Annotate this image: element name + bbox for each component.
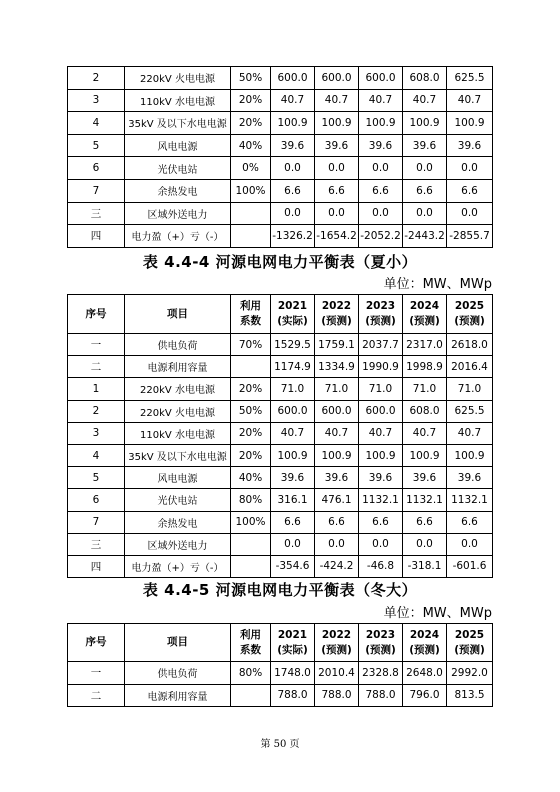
row-util <box>231 225 271 248</box>
row-seq: 3 <box>68 89 125 112</box>
header-seq: 序号 <box>68 295 125 334</box>
table-row <box>68 662 493 685</box>
cell-2025: 1132.1 <box>447 489 493 511</box>
balance-table-winter-high <box>67 623 493 707</box>
row-util: 20% <box>231 112 271 135</box>
header-util: 利用 系数 <box>231 624 271 662</box>
row-util: 50% <box>231 400 271 422</box>
cell-2023: 71.0 <box>359 378 403 400</box>
cell-2022: -1654.2 <box>315 225 359 248</box>
cell-2025: 40.7 <box>447 422 493 444</box>
row-seq: 二 <box>68 356 125 378</box>
row-item: 35kV 及以下水电电源 <box>125 444 231 466</box>
cell-2024: 1132.1 <box>403 489 447 511</box>
unit-label: 单位：MW、MWp <box>383 277 492 292</box>
row-util <box>231 684 271 707</box>
header-year: 2022 (预测) <box>315 295 359 334</box>
cell-2021: 71.0 <box>271 378 315 400</box>
cell-2021: -354.6 <box>271 555 315 577</box>
cell-2022: 100.9 <box>315 112 359 135</box>
table-caption-winter-high: 表 4.4-5 河源电网电力平衡表（冬大） <box>142 581 418 599</box>
table-row <box>68 179 493 202</box>
cell-2024: 6.6 <box>403 511 447 533</box>
cell-2025: 0.0 <box>447 533 493 555</box>
cell-2024: -318.1 <box>403 555 447 577</box>
row-seq: 三 <box>68 533 125 555</box>
cell-2022: 39.6 <box>315 134 359 157</box>
row-item: 35kV 及以下水电电源 <box>125 112 231 135</box>
table-row <box>68 334 493 356</box>
cell-2023: 6.6 <box>359 511 403 533</box>
cell-2023: 39.6 <box>359 467 403 489</box>
balance-table-continued <box>67 66 493 248</box>
table-row <box>68 67 493 90</box>
cell-2021: 0.0 <box>271 202 315 225</box>
row-seq: 5 <box>68 467 125 489</box>
cell-2023: 0.0 <box>359 533 403 555</box>
cell-2023: 1132.1 <box>359 489 403 511</box>
cell-2025: 71.0 <box>447 378 493 400</box>
header-year: 2021 (实际) <box>271 295 315 334</box>
cell-2022: 40.7 <box>315 89 359 112</box>
cell-2024: 2648.0 <box>403 662 447 685</box>
header-year: 2024 (预测) <box>403 295 447 334</box>
row-seq: 6 <box>68 489 125 511</box>
row-util: 0% <box>231 157 271 180</box>
header-seq: 序号 <box>68 624 125 662</box>
row-util: 100% <box>231 511 271 533</box>
cell-2024: 100.9 <box>403 444 447 466</box>
cell-2023: 1990.9 <box>359 356 403 378</box>
row-item: 220kV 火电电源 <box>125 67 231 90</box>
cell-2024: 40.7 <box>403 89 447 112</box>
cell-2021: 100.9 <box>271 112 315 135</box>
cell-2025: 813.5 <box>447 684 493 707</box>
row-util: 40% <box>231 467 271 489</box>
cell-2022: 0.0 <box>315 202 359 225</box>
cell-2023: 100.9 <box>359 112 403 135</box>
row-item: 区域外送电力 <box>125 533 231 555</box>
row-item: 电源利用容量 <box>125 356 231 378</box>
table-caption-summer-low: 表 4.4-4 河源电网电力平衡表（夏小） <box>142 253 418 271</box>
cell-2023: -46.8 <box>359 555 403 577</box>
cell-2022: -424.2 <box>315 555 359 577</box>
cell-2021: 1748.0 <box>271 662 315 685</box>
page-number: 第 50 页 <box>260 739 300 750</box>
row-item: 风电电源 <box>125 467 231 489</box>
cell-2024: 6.6 <box>403 179 447 202</box>
cell-2022: 0.0 <box>315 533 359 555</box>
cell-2021: 6.6 <box>271 511 315 533</box>
cell-2021: 100.9 <box>271 444 315 466</box>
table-row <box>68 444 493 466</box>
cell-2024: 39.6 <box>403 134 447 157</box>
table-row <box>68 378 493 400</box>
table-row <box>68 555 493 577</box>
row-util: 20% <box>231 89 271 112</box>
cell-2025: 6.6 <box>447 511 493 533</box>
row-seq: 3 <box>68 422 125 444</box>
cell-2024: 2317.0 <box>403 334 447 356</box>
cell-2024: 0.0 <box>403 157 447 180</box>
cell-2025: 40.7 <box>447 89 493 112</box>
row-util <box>231 533 271 555</box>
row-seq: 一 <box>68 334 125 356</box>
cell-2022: 100.9 <box>315 444 359 466</box>
table-row <box>68 467 493 489</box>
row-item: 风电电源 <box>125 134 231 157</box>
cell-2025: 625.5 <box>447 400 493 422</box>
header-year: 2025 (预测) <box>447 295 493 334</box>
row-item: 光伏电站 <box>125 157 231 180</box>
table-row <box>68 533 493 555</box>
cell-2025: -601.6 <box>447 555 493 577</box>
row-util: 20% <box>231 378 271 400</box>
table-row <box>68 134 493 157</box>
cell-2025: 100.9 <box>447 112 493 135</box>
row-item: 220kV 火电电源 <box>125 400 231 422</box>
cell-2021: 0.0 <box>271 157 315 180</box>
table-row <box>68 225 493 248</box>
table-row <box>68 400 493 422</box>
cell-2022: 1759.1 <box>315 334 359 356</box>
cell-2025: 100.9 <box>447 444 493 466</box>
row-item: 供电负荷 <box>125 662 231 685</box>
row-seq: 4 <box>68 112 125 135</box>
cell-2021: 39.6 <box>271 134 315 157</box>
row-item: 供电负荷 <box>125 334 231 356</box>
header-year: 2021 (实际) <box>271 624 315 662</box>
cell-2023: 600.0 <box>359 67 403 90</box>
cell-2021: 40.7 <box>271 422 315 444</box>
cell-2023: 39.6 <box>359 134 403 157</box>
row-seq: 2 <box>68 400 125 422</box>
header-year: 2023 (预测) <box>359 624 403 662</box>
cell-2022: 39.6 <box>315 467 359 489</box>
header-item: 项目 <box>125 624 231 662</box>
cell-2023: 0.0 <box>359 157 403 180</box>
cell-2022: 6.6 <box>315 179 359 202</box>
cell-2021: 40.7 <box>271 89 315 112</box>
cell-2024: 1998.9 <box>403 356 447 378</box>
row-item: 电力盈（+）亏（-） <box>125 555 231 577</box>
cell-2023: 6.6 <box>359 179 403 202</box>
cell-2023: 2328.8 <box>359 662 403 685</box>
row-util <box>231 555 271 577</box>
cell-2025: 0.0 <box>447 157 493 180</box>
table-row <box>68 89 493 112</box>
row-seq: 1 <box>68 378 125 400</box>
table-row <box>68 489 493 511</box>
row-seq: 三 <box>68 202 125 225</box>
header-year: 2022 (预测) <box>315 624 359 662</box>
cell-2024: 40.7 <box>403 422 447 444</box>
cell-2021: 39.6 <box>271 467 315 489</box>
row-util: 20% <box>231 422 271 444</box>
header-year: 2024 (预测) <box>403 624 447 662</box>
cell-2021: 316.1 <box>271 489 315 511</box>
row-item: 电源利用容量 <box>125 684 231 707</box>
cell-2021: 6.6 <box>271 179 315 202</box>
row-seq: 四 <box>68 555 125 577</box>
table-row <box>68 202 493 225</box>
row-util: 70% <box>231 334 271 356</box>
header-year: 2025 (预测) <box>447 624 493 662</box>
balance-table-summer-low <box>67 294 493 578</box>
cell-2024: -2443.2 <box>403 225 447 248</box>
cell-2025: -2855.7 <box>447 225 493 248</box>
cell-2024: 796.0 <box>403 684 447 707</box>
row-util: 40% <box>231 134 271 157</box>
cell-2022: 476.1 <box>315 489 359 511</box>
cell-2023: 40.7 <box>359 422 403 444</box>
cell-2021: 600.0 <box>271 67 315 90</box>
row-item: 110kV 水电电源 <box>125 422 231 444</box>
row-seq: 四 <box>68 225 125 248</box>
row-seq: 6 <box>68 157 125 180</box>
cell-2022: 6.6 <box>315 511 359 533</box>
header-year: 2023 (预测) <box>359 295 403 334</box>
header-util: 利用 系数 <box>231 295 271 334</box>
table-row <box>68 356 493 378</box>
cell-2024: 0.0 <box>403 202 447 225</box>
cell-2025: 39.6 <box>447 467 493 489</box>
cell-2024: 608.0 <box>403 400 447 422</box>
cell-2021: 0.0 <box>271 533 315 555</box>
cell-2022: 71.0 <box>315 378 359 400</box>
cell-2021: 1529.5 <box>271 334 315 356</box>
header-item: 项目 <box>125 295 231 334</box>
cell-2023: 600.0 <box>359 400 403 422</box>
cell-2021: 600.0 <box>271 400 315 422</box>
cell-2023: -2052.2 <box>359 225 403 248</box>
cell-2024: 608.0 <box>403 67 447 90</box>
cell-2023: 100.9 <box>359 444 403 466</box>
cell-2021: 1174.9 <box>271 356 315 378</box>
row-util: 80% <box>231 662 271 685</box>
cell-2022: 1334.9 <box>315 356 359 378</box>
row-item: 110kV 水电电源 <box>125 89 231 112</box>
row-seq: 7 <box>68 179 125 202</box>
cell-2021: -1326.2 <box>271 225 315 248</box>
table-row <box>68 157 493 180</box>
cell-2023: 788.0 <box>359 684 403 707</box>
row-item: 区域外送电力 <box>125 202 231 225</box>
row-util: 20% <box>231 444 271 466</box>
table-row <box>68 112 493 135</box>
row-item: 余热发电 <box>125 511 231 533</box>
cell-2025: 6.6 <box>447 179 493 202</box>
row-item: 220kV 水电电源 <box>125 378 231 400</box>
row-seq: 7 <box>68 511 125 533</box>
cell-2024: 39.6 <box>403 467 447 489</box>
table-row <box>68 684 493 707</box>
row-seq: 一 <box>68 662 125 685</box>
row-util <box>231 356 271 378</box>
row-seq: 二 <box>68 684 125 707</box>
cell-2022: 40.7 <box>315 422 359 444</box>
cell-2025: 2618.0 <box>447 334 493 356</box>
cell-2024: 71.0 <box>403 378 447 400</box>
table-row <box>68 511 493 533</box>
cell-2024: 100.9 <box>403 112 447 135</box>
row-util: 50% <box>231 67 271 90</box>
cell-2023: 40.7 <box>359 89 403 112</box>
row-item: 光伏电站 <box>125 489 231 511</box>
cell-2024: 0.0 <box>403 533 447 555</box>
table-header-row <box>68 624 493 662</box>
cell-2022: 788.0 <box>315 684 359 707</box>
cell-2022: 600.0 <box>315 400 359 422</box>
cell-2025: 39.6 <box>447 134 493 157</box>
cell-2021: 788.0 <box>271 684 315 707</box>
table-row <box>68 422 493 444</box>
cell-2025: 0.0 <box>447 202 493 225</box>
cell-2025: 625.5 <box>447 67 493 90</box>
cell-2022: 0.0 <box>315 157 359 180</box>
row-item: 电力盈（+）亏（-） <box>125 225 231 248</box>
row-util: 80% <box>231 489 271 511</box>
cell-2023: 0.0 <box>359 202 403 225</box>
row-util: 100% <box>231 179 271 202</box>
row-util <box>231 202 271 225</box>
cell-2023: 2037.7 <box>359 334 403 356</box>
cell-2025: 2992.0 <box>447 662 493 685</box>
cell-2022: 600.0 <box>315 67 359 90</box>
unit-label: 单位：MW、MWp <box>383 606 492 621</box>
table-header-row <box>68 295 493 334</box>
row-seq: 5 <box>68 134 125 157</box>
row-seq: 4 <box>68 444 125 466</box>
cell-2022: 2010.4 <box>315 662 359 685</box>
row-seq: 2 <box>68 67 125 90</box>
cell-2025: 2016.4 <box>447 356 493 378</box>
row-item: 余热发电 <box>125 179 231 202</box>
